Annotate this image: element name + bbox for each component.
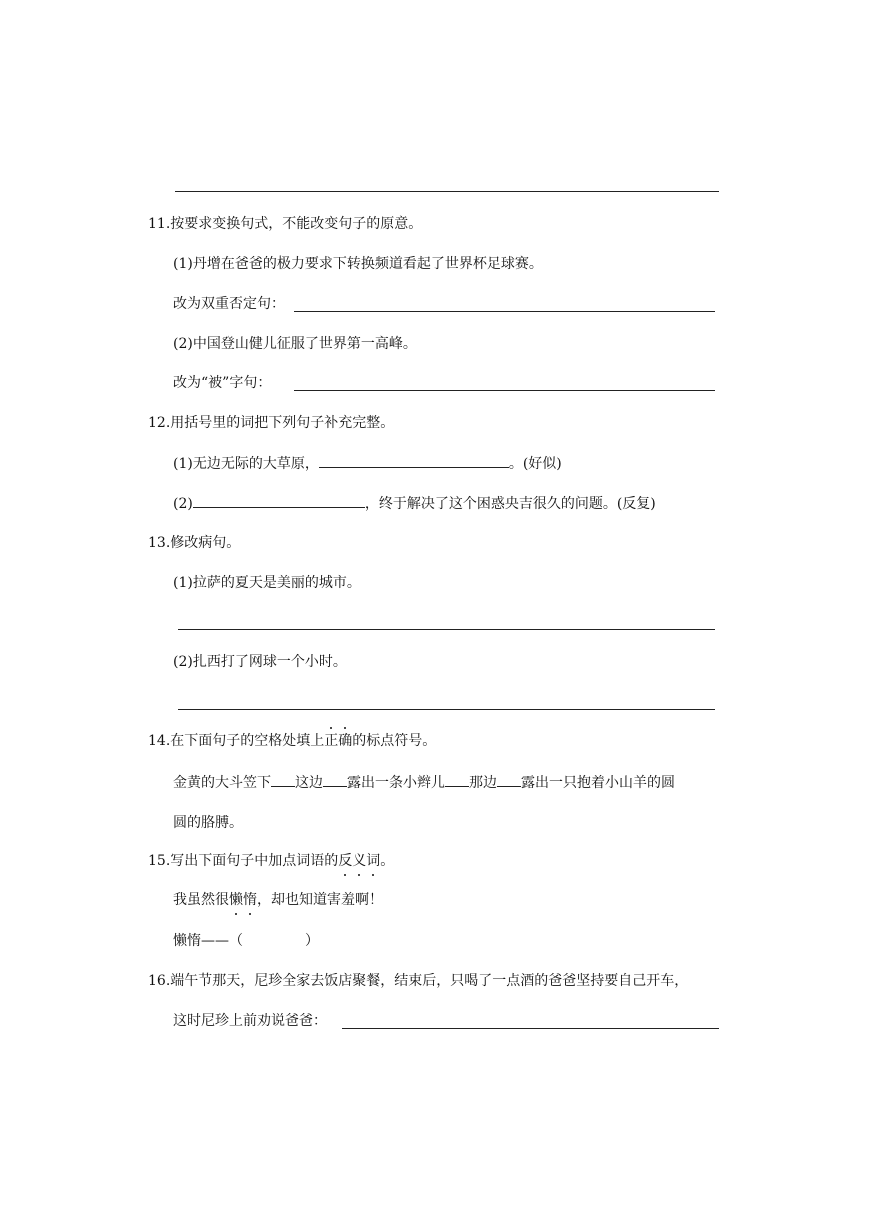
q14-title-text: 14.在下面句子的空格处填上: [148, 733, 325, 749]
q12-sentence-2: [173, 493, 656, 514]
q11-prompt-2: [173, 373, 271, 393]
q11-sentence-2: (2)中国登山健儿征服了世界第一高峰。: [173, 336, 417, 352]
q13-answer-line-1[interactable]: [178, 629, 715, 630]
q11-title: 11.按要求变换句式，不能改变句子的原意。: [148, 216, 423, 232]
q13-title: 13.修改病句。: [148, 535, 241, 551]
q15-title-end: 。: [380, 853, 395, 869]
q11-answer-line-1[interactable]: [294, 311, 715, 312]
q12-title: 12.用括号里的词把下列句子补充完整。: [148, 415, 395, 431]
q15-dotted-word-1: 懒: [229, 892, 243, 908]
q11-answer-line-2[interactable]: [294, 390, 715, 391]
q15-sentence: [173, 890, 383, 910]
q11-prompt-1-label: 改为双重否定句：: [173, 296, 285, 312]
q11-prompt-1: [173, 294, 285, 314]
answer-line-prev[interactable]: [175, 191, 719, 192]
q12-s1-pre: (1)无边无际的大草原，: [173, 456, 319, 472]
q14-blank-1[interactable]: [271, 772, 295, 787]
q14-part-2: 这边: [295, 775, 323, 791]
q14-part-4: 那边: [469, 775, 497, 791]
q16-line-2: [173, 1011, 327, 1031]
q15-answer-close: ）: [305, 933, 319, 949]
q14-part-5: 露出一只抱着小山羊的圆: [521, 775, 675, 791]
q15-dotted-char-2: 义: [352, 853, 367, 869]
q11-prompt-2-label: 改为“被”字句：: [173, 375, 272, 391]
q14-blank-2[interactable]: [323, 772, 347, 787]
q14-blank-3[interactable]: [445, 772, 469, 787]
q15-dotted-word-2: 惰: [243, 892, 257, 908]
q12-blank-2[interactable]: [193, 493, 365, 508]
q15-answer-label: 懒惰——（: [173, 933, 243, 949]
q14-title-end: 的标点符号。: [352, 733, 437, 749]
q12-sentence-1: [173, 453, 562, 474]
q14-sentence-line-1: [173, 772, 675, 793]
q14-dotted-char-2: 确: [338, 733, 353, 749]
q13-sentence-2: (2)扎西打了网球一个小时。: [173, 654, 347, 670]
q11-sentence-1: (1)丹增在爸爸的极力要求下转换频道看起了世界杯足球赛。: [173, 256, 543, 272]
q15-sentence-start: 我虽然很: [173, 892, 229, 908]
q15-dotted-char-3: 词: [366, 853, 381, 869]
q14-title: [148, 731, 436, 751]
q14-blank-4[interactable]: [497, 772, 521, 787]
q13-sentence-1: (1)拉萨的夏天是美丽的城市。: [173, 575, 361, 591]
q12-s2-post: ，终于解决了这个困惑央吉很久的问题。(反复): [364, 496, 656, 512]
q15-dotted-char-1: 反: [338, 853, 353, 869]
q12-s1-post: 。(好似): [508, 456, 562, 472]
q15-title: [148, 851, 394, 871]
q16-answer-line[interactable]: [342, 1028, 719, 1029]
q13-answer-line-2[interactable]: [178, 709, 715, 710]
q12-blank-1[interactable]: [319, 453, 509, 468]
q14-part-3: 露出一条小辫儿: [347, 775, 445, 791]
q14-dotted-char-1: 正: [324, 733, 339, 749]
q16-prompt: 这时尼珍上前劝说爸爸：: [173, 1013, 327, 1029]
q14-part-1: 金黄的大斗笠下: [173, 775, 271, 791]
q16-line-1: 16.端午节那天，尼珍全家去饭店聚餐，结束后，只喝了一点酒的爸爸坚持要自己开车，: [148, 973, 689, 989]
q12-s2-pre: (2): [173, 496, 193, 512]
q14-sentence-line-2: 圆的胳膊。: [173, 815, 243, 831]
q15-title-text: 15.写出下面句子中加点词语的: [148, 853, 339, 869]
q15-answer: [173, 931, 319, 951]
q15-sentence-end: ，却也知道害羞啊！: [257, 892, 383, 908]
